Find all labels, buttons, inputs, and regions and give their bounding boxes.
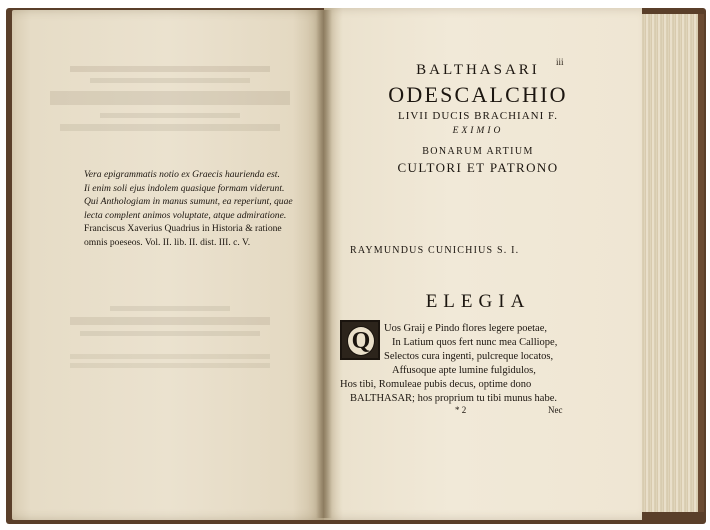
- catchword: Nec: [548, 405, 563, 415]
- signature-mark: * 2: [455, 405, 467, 415]
- page-edges: [640, 14, 704, 512]
- drop-cap-letter: Q: [347, 326, 375, 356]
- section-heading: ELEGIA: [425, 291, 531, 312]
- quote-line: omnis poeseos. Vol. II. lib. II. dist. III. c. V.: [84, 236, 251, 248]
- quote-line: Vera epigrammatis notio ex Graecis haurienda est.: [84, 169, 280, 180]
- verse-line: Selectos cura ingenti, pulcreque locatos,: [384, 351, 554, 362]
- quote-line: Franciscus Xaverius Quadrius in Historia & ratione: [84, 223, 282, 235]
- page-number: iii: [556, 57, 564, 67]
- book-gutter: [316, 10, 332, 518]
- epigraph-quote: [84, 168, 316, 250]
- verse-line: BALTHASAR; hos proprium tu tibi munus habe.: [350, 393, 557, 404]
- quote-line: Ii enim soli ejus indolem quasique formam viderunt.: [84, 182, 285, 194]
- verse-line: Hos tibi, Romuleae pubis decus, optime dono: [340, 379, 532, 390]
- show-through-bleed-lower: [40, 300, 300, 380]
- show-through-bleed: [40, 60, 300, 150]
- dedication-line: BONARUM ARTIUM: [422, 146, 534, 157]
- dedication-line: CULTORI ET PATRONO: [397, 160, 559, 175]
- verse-line: In Latium quos fert nunc mea Calliope,: [392, 337, 558, 348]
- dedication-name: BALTHASARI: [416, 62, 540, 78]
- verse-line: Uos Graij e Pindo flores legere poetae,: [384, 323, 547, 334]
- dedication-epithet: EXIMIO: [452, 126, 504, 136]
- dedication-surname: ODESCALCHIO: [388, 82, 568, 107]
- ornamental-initial: [340, 320, 380, 360]
- quote-line: lecta complent animos voluptate, atque admiratione.: [84, 209, 287, 221]
- quote-line: Qui Anthologiam in manus sumunt, ea reperiunt, quae: [84, 196, 293, 208]
- dedication-lineage: LIVII DUCIS BRACHIANI F.: [397, 110, 558, 122]
- author-name: RAYMUNDUS CUNICHIUS S. I.: [350, 245, 520, 256]
- verse-line: Affusoque apte lumine fulgidulos,: [392, 365, 536, 376]
